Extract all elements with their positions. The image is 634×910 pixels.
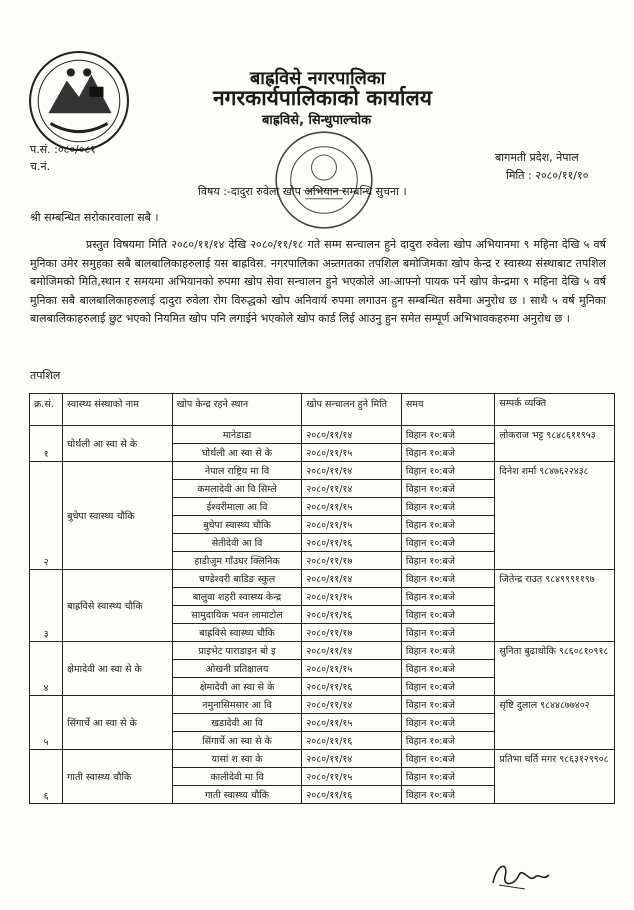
vaccination-date-cell: २०८०/११/१६ [302, 678, 402, 696]
serial-number-cell: ३ [30, 570, 63, 642]
vaccination-center-cell: नमुनासिमसार आ वि [172, 696, 302, 714]
vaccination-time-cell: विहान १०:बजे [401, 714, 494, 732]
vaccination-center-cell: सिंगार्चे आ स्वा से के [172, 732, 302, 750]
vaccination-time-cell: विहान १०:बजे [401, 732, 494, 750]
vaccination-center-cell: गाती स्वास्थ्य चौकि [172, 786, 302, 804]
vaccination-time-cell: विहान १०:बजे [401, 426, 494, 444]
vaccination-time-cell: विहान १०:बजे [401, 624, 494, 642]
vaccination-center-cell: नेपाल राष्ट्रिय मा वि [172, 462, 302, 480]
nepal-emblem-icon [28, 50, 130, 152]
vaccination-time-cell: विहान १०:बजे [401, 750, 494, 768]
serial-number-cell: ४ [30, 642, 63, 696]
province-label: बागमती प्रदेश, नेपाल [495, 151, 579, 164]
table-body [30, 426, 615, 804]
vaccination-time-cell: विहान १०:बजे [401, 588, 494, 606]
vaccination-time-cell: विहान १०:बजे [401, 552, 494, 570]
vaccination-time-cell: विहान १०:बजे [401, 570, 494, 588]
vaccination-time-cell: विहान १०:बजे [401, 462, 494, 480]
table-header-row [30, 394, 615, 426]
body-paragraph: प्रस्तुत विषयमा मिति २०८०/११/१४ देखि २०८०/११/१८ गते सम्म सन्चालन हुने दादुरा रुवेला खोप अभियानमा ९ महिना देखि ५ वर्ष मुनिका उमेर समुहका सबै बालबालिकाहरुलाई यस बाह्रविस. नगरपालिका अन्र्तगतका तपशिल बमोजिमका खोप केन्द्र र स्वास्थ्य संस्थाबाट तपशिल बमोजिमको मिति,स्थान र समयमा अभियानको रुपमा खोप सेवा सन्चालन हुने भएकोले आ-आफ्नो पायक पर्ने खोप केन्द्रमा ९ महिना देखि ५ वर्ष मुनिका सबै बालबालिकाहरुलाई दादुरा रुवेला रोग विरुद्धको खोप अनिवार्य रुपमा लगाउन हुन सम्बन्धित सवैमा अनुरोध छ । साथै ५ वर्ष मुनिका बालबालिकाहरुलाई छुट भएको नियमित खोप पनि लगाईने भएकोले खोप कार्ड लिई आउनु हुन समेत सम्पूर्ण अभिभावकहरुमा अनुरोध छ । [30, 238, 606, 325]
vaccination-time-cell: विहान १०:बजे [401, 516, 494, 534]
vaccination-date-cell: २०८०/११/१४ [302, 750, 402, 768]
vaccination-center-cell: बाह्रविसे स्वास्थ्य चौकि [172, 624, 302, 642]
vaccination-date-cell: २०८०/११/१६ [302, 732, 402, 750]
table-row [30, 642, 615, 660]
vaccination-time-cell: विहान १०:बजे [401, 660, 494, 678]
vaccination-center-cell: प्राइभेट पाराडाइन बो इ [172, 642, 302, 660]
header-date: खोप सन्चालन हुने मिति [302, 394, 402, 426]
vaccination-center-cell: सेतीदेवी आ वि [172, 534, 302, 552]
vaccination-center-cell: चण्डेश्वरी बाडिङ स्कुल [172, 570, 302, 588]
header-org: स्वास्थ्य संस्थाको नाम [63, 394, 173, 426]
serial-number-cell: ५ [30, 696, 63, 750]
table-row [30, 696, 615, 714]
contact-person-cell: सुनिता बुढाथोकि ९८६०८१०९१८ [495, 642, 615, 696]
vaccination-center-cell: ईश्वरीमाला आ वि [172, 498, 302, 516]
vaccination-time-cell: विहान १०:बजे [401, 786, 494, 804]
office-title-line1: बाह्रविसे नगरपालिका [250, 68, 386, 89]
office-address: बाह्रविसे, सिन्धुपाल्चोक [262, 113, 372, 128]
header-center: खोप केन्द्र रहने स्थान [172, 394, 302, 426]
vaccination-date-cell: २०८०/११/१६ [302, 786, 402, 804]
header-contact: सम्पर्क व्यक्ति [495, 394, 615, 426]
serial-number-cell: ६ [30, 750, 63, 804]
vaccination-center-cell: घोर्थली आ स्वा से के [172, 444, 302, 462]
vaccination-date-cell: २०८०/११/१५ [302, 768, 402, 786]
vaccination-time-cell: विहान १०:बजे [401, 534, 494, 552]
details-label: तपशिल [30, 369, 61, 382]
vaccination-center-cell: हाडीजुम गाँउघर क्लिनिक [172, 552, 302, 570]
header-time: समय [401, 394, 494, 426]
vaccination-date-cell: २०८०/११/१४ [302, 642, 402, 660]
health-institution-cell: क्षेमादेवी आ स्वा से के [63, 642, 173, 696]
vaccination-time-cell: विहान १०:बजे [401, 498, 494, 516]
vaccination-date-cell: २०८०/११/१५ [302, 516, 402, 534]
vaccination-time-cell: विहान १०:बजे [401, 444, 494, 462]
table-row [30, 462, 615, 480]
vaccination-time-cell: विहान १०:बजे [401, 678, 494, 696]
contact-person-cell: जितेन्द्र राउत ९८४९९९११९७ [495, 570, 615, 642]
vaccination-time-cell: विहान १०:बजे [401, 642, 494, 660]
vaccination-center-cell: खडादेवी आ वि [172, 714, 302, 732]
dispatch-number: च.नं. [30, 160, 51, 173]
serial-number-cell: १ [30, 426, 63, 462]
serial-number-cell: २ [30, 462, 63, 570]
vaccination-date-cell: २०८०/११/१७ [302, 624, 402, 642]
vaccination-center-cell: ओखनी प्रतिक्षालय [172, 660, 302, 678]
office-stamp-icon [272, 128, 376, 232]
vaccination-date-cell: २०८०/११/१५ [302, 714, 402, 732]
vaccination-date-cell: २०८०/११/१५ [302, 588, 402, 606]
office-title-line2: नगरकार्यपालिकाको कार्यालय [213, 86, 432, 110]
vaccination-time-cell: विहान १०:बजे [401, 768, 494, 786]
subject-line: विषय :-दादुरा रुवेला खोप अभियान सम्बन्धि सुचना । [198, 185, 407, 198]
contact-person-cell: दिनेश शर्मा ९८४७६२२४३८ [495, 462, 615, 570]
vaccination-center-cell: बालुवा शहरी स्वास्थ्य केन्द्र [172, 588, 302, 606]
vaccination-time-cell: विहान १०:बजे [401, 480, 494, 498]
vaccination-date-cell: २०८०/११/१५ [302, 498, 402, 516]
vaccination-center-cell: यासां श स्वा के [172, 750, 302, 768]
health-institution-cell: गाती स्वास्थ्य चौकि [63, 750, 173, 804]
signature-icon [485, 855, 555, 895]
health-institution-cell: सिंगार्चे आ स्वा से के [63, 696, 173, 750]
vaccination-date-cell: २०८०/११/१४ [302, 426, 402, 444]
health-institution-cell: बुधेपा स्वास्थ्य चौकि [63, 462, 173, 570]
health-institution-cell: घोर्थली आ स्वा से के [63, 426, 173, 462]
vaccination-date-cell: २०८०/११/१६ [302, 606, 402, 624]
vaccination-center-cell: कमलादेवी आ वि सिम्ले [172, 480, 302, 498]
salutation: श्री सम्बन्धित सरोकारवाला सबै । [30, 211, 159, 224]
vaccination-date-cell: २०८०/११/१४ [302, 462, 402, 480]
vaccination-center-cell: मानेडाडा [172, 426, 302, 444]
vaccination-center-cell: बुधेपा स्वास्थ्य चौकि [172, 516, 302, 534]
table-row [30, 570, 615, 588]
vaccination-date-cell: २०८०/११/१७ [302, 552, 402, 570]
vaccination-center-cell: क्षेमादेवी आ स्वा से के [172, 678, 302, 696]
header-sn: क्र.सं. [30, 394, 63, 426]
contact-person-cell: लोकराज भट्ट ९८४८६११९५३ [495, 426, 615, 462]
vaccination-date-cell: २०८०/११/१६ [302, 534, 402, 552]
vaccination-time-cell: विहान १०:बजे [401, 606, 494, 624]
vaccination-time-cell: विहान १०:बजे [401, 696, 494, 714]
contact-person-cell: प्रतिभा घर्ति मगर ९८६३१२९९०८ [495, 750, 615, 804]
vaccination-date-cell: २०८०/११/१४ [302, 480, 402, 498]
health-institution-cell: बाह्रविसे स्वास्थ्य चौकि [63, 570, 173, 642]
letter-date: मिति : २०८०/११/१० [506, 169, 589, 182]
table-row [30, 426, 615, 444]
vaccination-date-cell: २०८०/११/१५ [302, 660, 402, 678]
vaccination-center-cell: कालीदेवी मा वि [172, 768, 302, 786]
vaccination-date-cell: २०८०/११/१४ [302, 696, 402, 714]
vaccination-schedule-table [29, 393, 615, 804]
vaccination-date-cell: २०८०/११/१४ [302, 570, 402, 588]
contact-person-cell: सृष्टि दुलाल ९८४४८७७४०२ [495, 696, 615, 750]
table-row [30, 750, 615, 768]
vaccination-date-cell: २०८०/११/१५ [302, 444, 402, 462]
reference-number: प.सं. :०८०/०८१ [30, 143, 96, 156]
vaccination-center-cell: सामुदायिक भवन लामाटोल [172, 606, 302, 624]
